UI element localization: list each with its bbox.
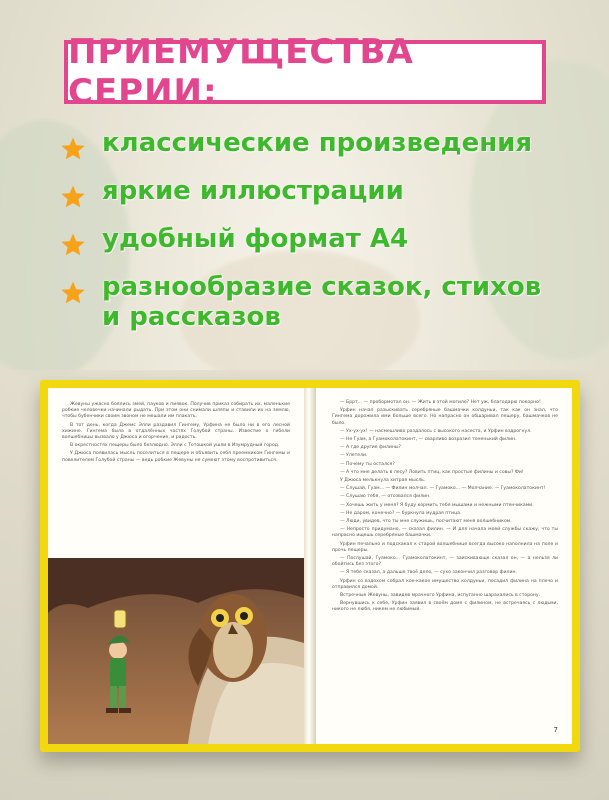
paragraph: — Люди, увидев, что ты мне служишь, посчитают меня волшебником. [340,519,512,525]
paragraph: Урфин со вздохом собрал кое-какое имущество колдуньи, посадил филина на плечо и отправился домой. [332,578,558,590]
star-icon [60,280,86,306]
paragraph: Встречные Жевуны, завидев мрачного Урфина, испуганно шарахались в сторону. [340,593,541,599]
paragraph: — Хочешь жить у меня? Я буду кормить тебя мышами и нежными птенчиками. [340,502,534,508]
paragraph: В окрестностях пещеры было безлюдно. Элли с Тотошкой ушли в Изумрудный город. [70,443,280,449]
feature-item [60,128,532,162]
star-icon [60,136,86,162]
paragraph: Урфин начал разыскивать серебряные башмачки колдуньи, так как он знал, что Гингема дорожила ими больше всего. Но напрасно он обшаривал пещеру, башмачков не было. [332,408,558,426]
paragraph: — Слушаю тебя, — отозвался филин. [340,494,431,500]
paragraph: — Почему ты остался? [340,461,395,467]
feature-text: разнообразие сказок, стихов и рассказов [102,272,542,332]
paragraph: Жевуны ужасно боялись змей, пауков и пиявок. Получив приказ собирать их, маленькие робкие человечки начинали рыдать. При этом они снимали шляпы и ставили их на землю, чтобы бубенчики своим звоном не мешали им плакать. [62,402,290,420]
paragraph: — Не Гуам, а Гуамоколатокинт, — сварливо возразил тоненький филин. [340,437,517,443]
book-spine [304,388,316,744]
star-icon [60,184,86,210]
paragraph: У Джюса появилась мысль поселиться в пещере и объявить себя преемником Гингемы и повелителем Голубой страны — ведь робкие Жевуны не сумеют этому воспротивиться. [62,451,290,463]
book-left-page [48,388,304,744]
feature-text: удобный формат А4 [102,224,409,254]
right-page-text [332,400,558,616]
feature-item [60,176,404,210]
paragraph: — А где другие филины? [340,445,401,451]
paragraph: Вернувшись к себе, Урфин заявил в своём доме с филином, не встречаясь с людьми, никого не любя, никем не любимый. [332,601,558,613]
paragraph: — Слушай, Гуам... — Филин молчал. — Гуамоко... — Молчание. — Гуамоколатокинт! [340,486,546,492]
book-right-page [316,388,572,744]
left-page-text [62,402,290,466]
feature-text: яркие иллюстрации [102,176,404,206]
paragraph: У Джюса мелькнула хитрая мысль. [340,478,426,484]
paragraph: — Ух-ух-ух! — насмешливо раздалось с высокого насеста, и Урфин вздрогнул. [340,428,532,434]
feature-item [60,272,562,332]
page-number: 7 [553,726,558,734]
paragraph: Урфин печально и подскакал к старой волшебнице всегда высоко наполнила на поле и прочь пещеры. [332,541,558,553]
paragraph: — Послушай, Гуамоко... Гуамоколатокинт, — заискивающе сказал он, — а нельзя ли обойтись без этого? [332,556,558,568]
feature-text: классические произведения [102,128,533,158]
title-banner [64,32,546,112]
star-icon [60,232,86,258]
paragraph: — Не даром, конечно? — буркнула мудрая птица. [340,510,462,516]
paragraph: — Улетели. [340,453,368,459]
open-book [40,380,580,752]
paragraph: — Непросто придумано, — сказал филин. — И для начала моей службы скажу, что ты напрасно ищешь серебряные башмачки. [332,527,558,539]
feature-item [60,224,408,258]
paragraph: — Бррт... — пробормотал он. — Жить в этой могиле? Нет уж, благодарю покорно! [340,400,541,405]
paragraph: — А что мне делать в лесу? Ловить птиц, как простые филины и совы? Фи! [340,469,524,475]
banner-title: ПРИЕМУЩЕСТВА СЕРИИ: [68,32,414,112]
paragraph: В тот день, когда Джемс Элли раздавил Гингему, Урфина не было ни в его лесной хижине. Гингема была в отдалённых частях Голубой страны. Известие о гибели волшебницы вызвало у Джюса и огорчение, и радость. [62,422,290,441]
owl-cave-illustration [48,558,304,744]
paragraph: — Я тебе сказал, а дальше твоё дело, — сухо закончил разговор филин. [340,570,517,576]
